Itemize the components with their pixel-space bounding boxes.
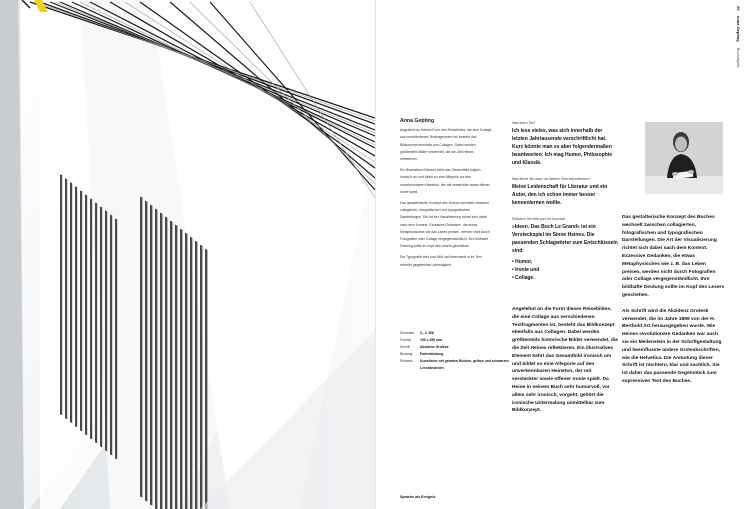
running-head-text xyxy=(736,6,741,67)
portrait-photo xyxy=(645,122,723,194)
interview-column xyxy=(512,120,618,291)
spec-label: Semester xyxy=(400,331,415,335)
answer: Meine Leidenschaft für Literatur und ein Autor, den ich schon immer besser kennenlernen wollte. xyxy=(512,184,608,206)
running-head-section: Buchobjekt xyxy=(736,47,741,68)
page-number: 25 xyxy=(736,6,741,11)
sidebar-paragraph: Die Typografie wird zum Bild und lesermerkt in ihr Text schreibt gegebenste Lebendigkeit. xyxy=(400,255,482,267)
answer: Ich lese vieles, was sich innerhalb der letzten Jahrtausende verschriftlicht hat. Kurz könnte man es aber folgendermaßen beantworten: Ich mag Humor, Philosophie und Klassik. xyxy=(512,128,613,166)
qa-block xyxy=(512,216,618,282)
specs-table xyxy=(400,330,510,372)
list-item: • Collage. xyxy=(512,275,535,281)
body-paragraph: Das gestalterische Konzept des Buches wechselt zwischen collagierten, fotografischen und typografischen Darstellungen. Die Art der Visualisierung richtet sich dabei nach dem Kontext. Exzessive Gedanken, die etwas Metaphysisches wie z. B. das Leben preisen, werden nicht durch Fotografien oder Collage vergegenständlicht. Ihre bildhafte Deutung sollte im Kopf des Lesers geschehen. xyxy=(622,215,725,298)
list-item: • Humor, xyxy=(512,259,533,265)
spec-label: Einband xyxy=(400,359,413,363)
author-name: Anna Gepting xyxy=(400,118,435,124)
spec-label: Schrift xyxy=(400,345,410,349)
spec-row xyxy=(400,344,510,351)
footer-label: Sprache als Ereignis xyxy=(400,495,436,499)
sidebar-column xyxy=(400,118,492,273)
question: Was lesen Sie? xyxy=(512,121,536,125)
spec-row xyxy=(400,351,510,358)
spec-row xyxy=(400,330,510,337)
interview-body: Angelehnt an die Form dieses Reisebildes, die eine Collage aus verschiedenen Textfragmenten ist, besteht das Bildkonzept ebenfalls aus Collagen. Dabei werden größtenteils historische Bilder verwendet, die die Zeit Heines reflektieren. Ein illustratives Element kehrt das Gesamtbild ironisch um und bildet so eine Allegorie auf den unverkennbaren Heineton, der mit versteckter sowie offener Ironie spielt. Da Heine in seinem Buch sehr humorvoll, vor allem sehr ironisch, vorgeht, gehört die ironische Untermalung unmittelbar zum Bildkonzept. xyxy=(512,307,618,414)
spec-value: Kunstleder mit geraden Rücken, gelbes und schwarzes Lesebändchen xyxy=(420,359,509,370)
vertical-running-head xyxy=(727,6,741,116)
body-paragraph: Als Schrift wird die Akzidenz Grotesk verwendet, die im Jahre 1896 von der H. Berthold AG herausgegeben wurde. Wie Heines revolutionäre Gedanken war auch sie ein Meilenstein in der Schriftgestaltung und beeinflusste andere Groteskschriften, wie die Helvetica. Die Anmutung dieser Schrift ist nüchtern, klar und sachlich. Sie ist daher das passende Gegenstück zum expressiven Text des Buches. xyxy=(622,308,722,384)
keyword-list xyxy=(512,258,618,282)
spec-label: Format xyxy=(400,338,411,342)
author-portrait xyxy=(645,122,723,194)
qa-block xyxy=(512,176,618,207)
answer: »Ideen. Das Buch Le Grand« ist ein Versteckspiel im Sinne Heines. Die passenden Schlagwörter zum Entschlüsseln sind: xyxy=(512,224,618,254)
spec-value: 3., 4. WA xyxy=(420,331,434,335)
page-fold xyxy=(375,0,376,509)
spec-row xyxy=(400,337,510,344)
list-item: • Ironie und xyxy=(512,267,540,273)
question: Was führte Sie dazu, an diesem Kurs teilzunehmen? xyxy=(512,177,591,181)
sidebar-paragraph: Ein illustratives Element kehrt das Gesamtbild folglich ironisch um und bildet so eine Allegorie auf den unverkennbaren Heineton, der mit versteckter sowie offener Ironie spielt. xyxy=(400,168,490,194)
qa-block xyxy=(512,120,618,167)
body-column xyxy=(622,214,726,394)
question: Erläutern Sie bitte kurz Ihr Konzept. xyxy=(512,217,566,221)
running-head-name: Anna Gepting xyxy=(736,15,741,42)
sidebar-paragraph: Das gestalterische Konzept des Buches wechselt zwischen collagierten, fotografischen und typografischen Darstellungen. Die Art der Visualisierung richtet sich dabei nach dem Kontext. Exzessive Gedanken, die etwas Metaphysisches wie das Leben preisen, werden nicht durch Fotografien oder Collage vergegenständlicht. Ihre bildhafte Deutung sollte im Kopf des Lesers geschehen. xyxy=(400,201,490,249)
spec-value: Akzidenz Grotesk xyxy=(420,345,449,349)
sidebar-paragraph: Angelehnt an Heines Form des Reisebildes, die eine Collage aus verschiedenen Textfragmenten ist, besteht das Bildkonzept ebenfalls aus Collagen. Dabei werden größtenteils Bilder verwendet, die die Zeit Heines reflektieren. xyxy=(400,128,492,162)
spec-row xyxy=(400,358,510,372)
spec-value: Fadenbindung xyxy=(420,352,444,356)
spec-label: Bindung xyxy=(400,352,413,356)
spec-value: 195 x 260 mm xyxy=(420,338,443,342)
